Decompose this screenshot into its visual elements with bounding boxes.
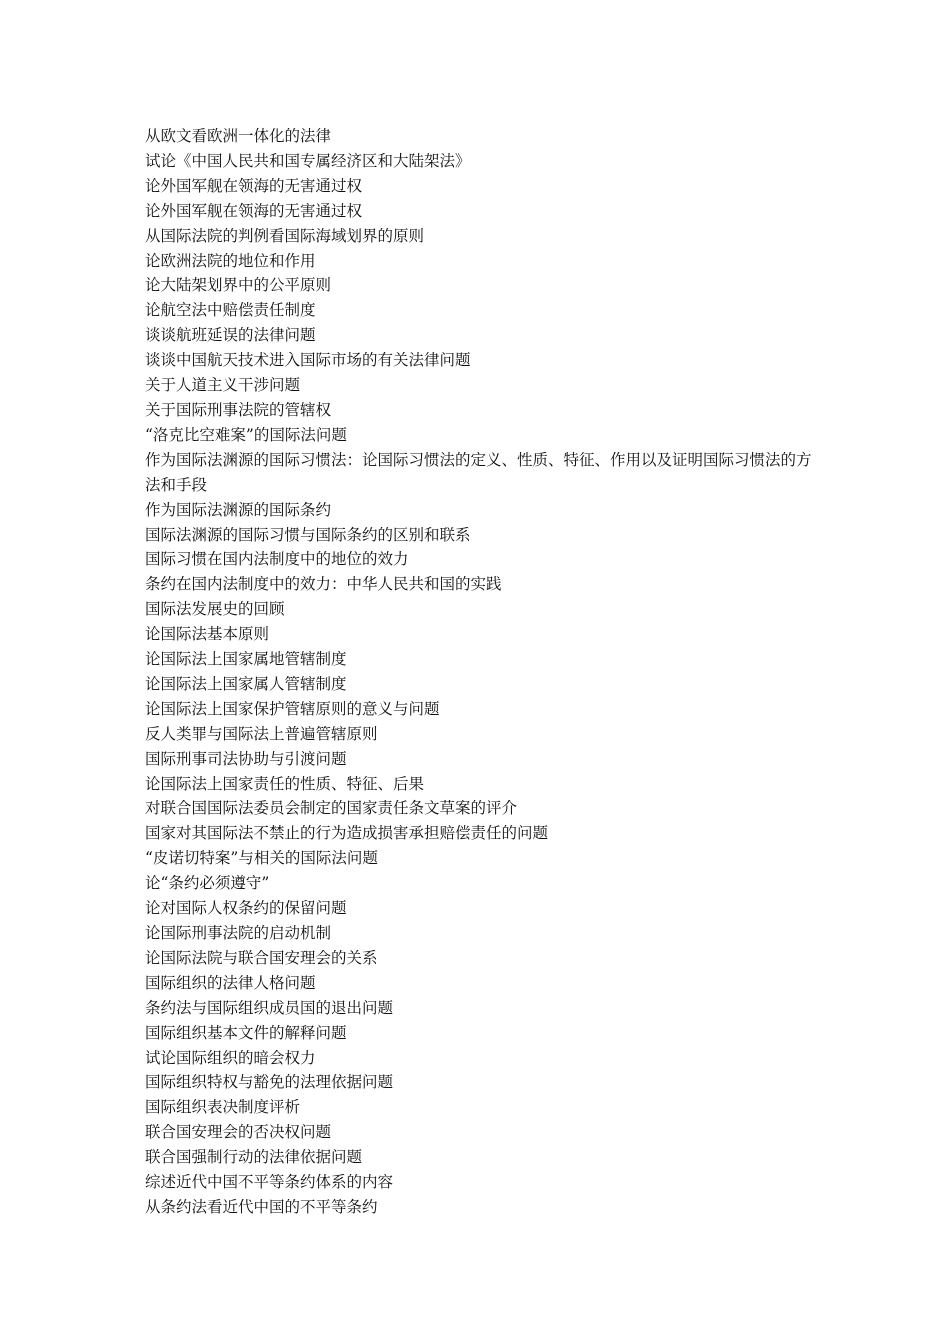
list-item: 论外国军舰在领海的无害通过权 — [145, 201, 363, 220]
list-item: 试论《中国人民共和国专属经济区和大陆架法》 — [145, 151, 471, 170]
list-item: 作为国际法渊源的国际条约 — [145, 500, 332, 519]
list-item: 条约在国内法制度中的效力：中华人民共和国的实践 — [145, 575, 502, 594]
list-item: 谈谈中国航天技术进入国际市场的有关法律问题 — [145, 351, 471, 370]
list-item: 对联合国国际法委员会制定的国家责任条文草案的评介 — [145, 799, 518, 818]
list-item: 国际法发展史的回顾 — [145, 600, 285, 619]
list-item: “皮诺切特案”与相关的国际法问题 — [145, 849, 378, 868]
list-item: 论外国军舰在领海的无害通过权 — [145, 176, 363, 195]
list-item: 从条约法看近代中国的不平等条约 — [145, 1197, 378, 1216]
list-item: 论国际法上国家责任的性质、特征、后果 — [145, 774, 425, 793]
list-item: 国际组织特权与豁免的法理依据问题 — [145, 1073, 394, 1092]
topic-list — [145, 124, 815, 1220]
list-item: “洛克比空难案”的国际法问题 — [145, 425, 347, 444]
list-item: 国际习惯在国内法制度中的地位的效力 — [145, 550, 409, 569]
list-item: 国际组织表决制度评析 — [145, 1098, 301, 1117]
list-item: 从国际法院的判例看国际海域划界的原则 — [145, 226, 425, 245]
list-item: 国际组织基本文件的解释问题 — [145, 1023, 347, 1042]
list-item: 论对国际人权条约的保留问题 — [145, 899, 347, 918]
list-item: 条约法与国际组织成员国的退出问题 — [145, 998, 394, 1017]
list-item: 作为国际法渊源的国际习惯法：论国际习惯法的定义、性质、特征、作用以及证明国际习惯法的方法和手段 — [145, 450, 812, 494]
list-item: 试论国际组织的暗会权力 — [145, 1048, 316, 1067]
list-item: 论国际法院与联合国安理会的关系 — [145, 948, 378, 967]
list-item: 论国际法上国家保护管辖原则的意义与问题 — [145, 699, 440, 718]
list-item: 关于国际刑事法院的管辖权 — [145, 400, 332, 419]
list-item: 联合国安理会的否决权问题 — [145, 1123, 332, 1142]
list-item: 反人类罪与国际法上普遍管辖原则 — [145, 724, 378, 743]
list-item: 综述近代中国不平等条约体系的内容 — [145, 1173, 394, 1192]
list-item: 论国际法基本原则 — [145, 625, 270, 644]
list-item: 国际刑事司法协助与引渡问题 — [145, 749, 347, 768]
list-item: 关于人道主义干涉问题 — [145, 376, 301, 395]
list-item: 论“条约必须遵守” — [145, 874, 270, 893]
list-item: 从欧文看欧洲一体化的法律 — [145, 127, 332, 145]
list-item: 论国际法上国家属地管辖制度 — [145, 650, 347, 669]
list-item: 国际组织的法律人格问题 — [145, 973, 316, 992]
list-item: 论国际法上国家属人管辖制度 — [145, 674, 347, 693]
list-item: 论国际刑事法院的启动机制 — [145, 924, 332, 942]
list-item: 论欧洲法院的地位和作用 — [145, 251, 316, 270]
list-item: 联合国强制行动的法律依据问题 — [145, 1148, 363, 1167]
list-item: 谈谈航班延误的法律问题 — [145, 326, 316, 345]
list-item: 国家对其国际法不禁止的行为造成损害承担赔偿责任的问题 — [145, 824, 549, 843]
list-item: 论大陆架划界中的公平原则 — [145, 276, 332, 295]
list-item: 国际法渊源的国际习惯与国际条约的区别和联系 — [145, 525, 471, 544]
list-item: 论航空法中赔偿责任制度 — [145, 301, 316, 320]
